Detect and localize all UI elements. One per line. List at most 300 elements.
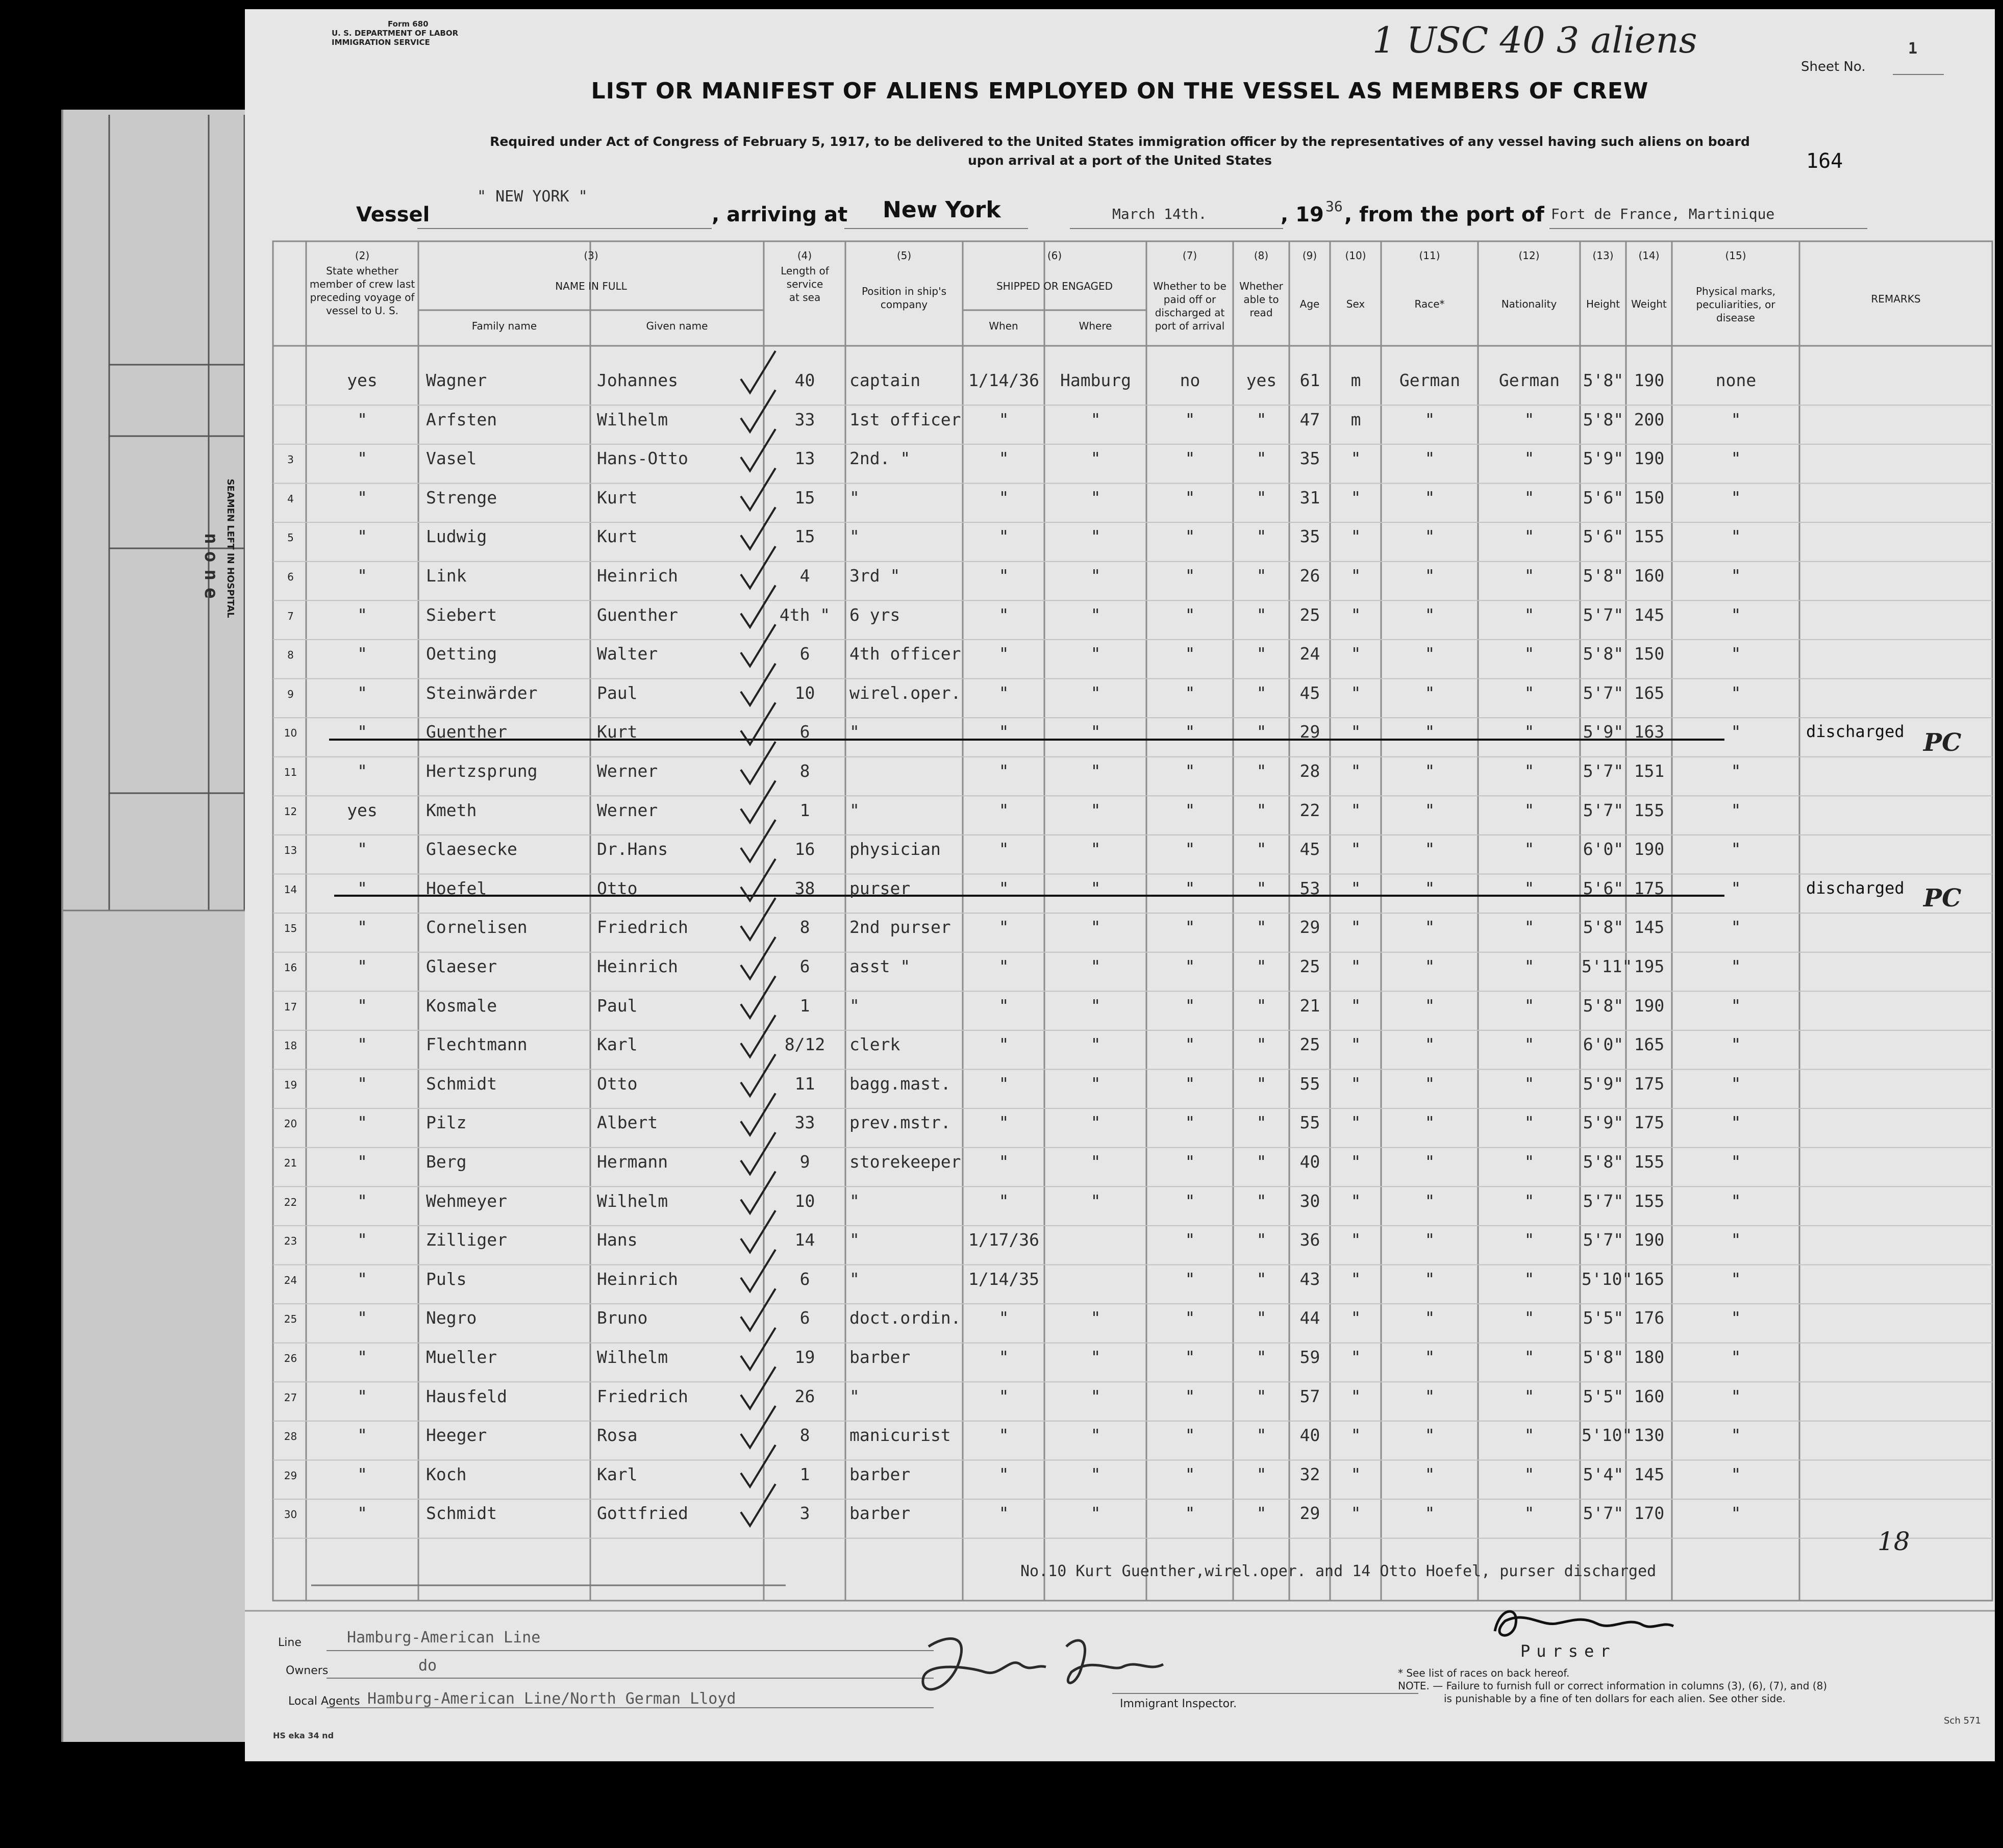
discharge-note: No.10 Kurt Guenther,wirel.oper. and 14 Otto Hoefel, purser discharged (1020, 1562, 1657, 1580)
col8-number: (8) (1254, 249, 1269, 262)
cell-n: 18 (284, 1040, 297, 1052)
cell-weight: 155 (1634, 800, 1665, 820)
cell-paid: " (1185, 1503, 1195, 1524)
cell-n: 8 (287, 649, 294, 662)
owners-label: Owners (286, 1664, 329, 1677)
col3-number: (3) (584, 249, 598, 262)
cell-when: " (998, 1112, 1009, 1133)
cell-height: 5'10" (1582, 1269, 1633, 1289)
cell-remarks: discharged (1806, 722, 1905, 742)
cell-read: " (1256, 995, 1267, 1016)
schedule-number: Sch 571 (1944, 1715, 1981, 1726)
cell-where: " (1090, 1152, 1101, 1172)
col8-header: Whether able to read (1239, 280, 1283, 319)
cell-given: Hans-Otto (597, 448, 688, 469)
cell-weight: 190 (1634, 839, 1665, 859)
cell-position: clerk (849, 1034, 900, 1055)
cell-read: " (1256, 1191, 1267, 1211)
cell-service: 13 (794, 448, 815, 469)
cell-weight: 163 (1634, 722, 1665, 742)
cell-nationality: " (1524, 566, 1535, 586)
cell-race: " (1424, 1269, 1435, 1289)
cell-service: 1 (799, 995, 810, 1016)
cell-marks: " (1731, 1464, 1741, 1484)
handwritten-note: 1 USC 40 3 aliens (1372, 19, 1697, 61)
cell-race: " (1424, 409, 1435, 429)
cell-given: Friedrich (597, 1386, 688, 1406)
cell-weight: 175 (1634, 1073, 1665, 1094)
cell-prev: " (357, 1425, 367, 1446)
cell-where: " (1090, 1034, 1101, 1055)
cell-weight: 155 (1634, 1152, 1665, 1172)
from-port-label: , from the port of (1344, 203, 1544, 226)
cell-when: " (998, 1425, 1009, 1446)
cell-when: " (998, 526, 1009, 547)
cell-sex: " (1350, 1425, 1361, 1446)
cell-height: 5'8" (1583, 1152, 1624, 1172)
cell-when: " (998, 1503, 1009, 1524)
cell-prev: " (357, 956, 367, 976)
cell-weight: 175 (1634, 878, 1665, 898)
cell-family: Guenther (426, 722, 507, 742)
cell-height: 5'7" (1583, 1191, 1624, 1211)
cell-age: 36 (1299, 1230, 1320, 1250)
cell-service: 11 (794, 1073, 815, 1094)
cell-when: 1/17/36 (968, 1230, 1040, 1250)
col9-number: (9) (1302, 249, 1317, 262)
col12-number: (12) (1518, 249, 1540, 262)
cell-paid: " (1185, 604, 1195, 625)
cell-sex: " (1350, 1308, 1361, 1328)
cell-age: 44 (1299, 1308, 1320, 1328)
cell-where: " (1090, 1073, 1101, 1094)
col6-when: When (989, 320, 1018, 332)
cell-read: " (1256, 1269, 1267, 1289)
subtitle-line-1: Required under Act of Congress of February 5, 1917, to be delivered to the United States immigration officer by the representatives of any vessel having such aliens on board (490, 134, 1750, 149)
cell-prev: " (357, 1191, 367, 1211)
cell-given: Rosa (597, 1425, 638, 1446)
cell-age: 59 (1299, 1347, 1320, 1367)
cell-height: 5'8" (1583, 409, 1624, 429)
cell-age: 40 (1299, 1152, 1320, 1172)
cell-race: " (1424, 761, 1435, 781)
cell-age: 35 (1299, 526, 1320, 547)
cell-where: " (1090, 761, 1101, 781)
cell-height: 5'8" (1583, 995, 1624, 1016)
cell-where: " (1090, 956, 1101, 976)
cell-read: " (1256, 487, 1267, 508)
cell-nationality: " (1524, 917, 1535, 938)
cell-read: " (1256, 409, 1267, 429)
cell-marks: " (1731, 604, 1741, 625)
cell-race: " (1424, 604, 1435, 625)
cell-marks: " (1731, 995, 1741, 1016)
cell-paid: " (1185, 1308, 1195, 1328)
cell-weight: 195 (1634, 956, 1665, 976)
sheet-label: Sheet No. (1801, 59, 1866, 74)
cell-given: Dr.Hans (597, 839, 668, 859)
cell-where: " (1090, 878, 1101, 898)
cell-position: barber (849, 1347, 911, 1367)
cell-marks: " (1731, 1308, 1741, 1328)
cell-height: 5'7" (1583, 761, 1624, 781)
cell-weight: 165 (1634, 1269, 1665, 1289)
cell-age: 55 (1299, 1073, 1320, 1094)
cell-family: Hoefel (426, 878, 487, 898)
cell-prev: " (357, 644, 367, 664)
cell-read: " (1256, 722, 1267, 742)
cell-nationality: " (1524, 1152, 1535, 1172)
cell-race: " (1424, 878, 1435, 898)
cell-where: " (1090, 1191, 1101, 1211)
cell-age: 31 (1299, 487, 1320, 508)
cell-prev: yes (347, 370, 378, 390)
cell-race: " (1424, 644, 1435, 664)
vessel-label: Vessel (356, 203, 430, 226)
cell-where: " (1090, 800, 1101, 820)
cell-marks: " (1731, 644, 1741, 664)
cell-where: " (1090, 487, 1101, 508)
arrival-date: March 14th. (1112, 206, 1207, 222)
cell-given: Friedrich (597, 917, 688, 938)
cell-service: 19 (794, 1347, 815, 1367)
cell-prev: " (357, 761, 367, 781)
col9-header: Age (1299, 298, 1320, 310)
cell-n: 11 (284, 766, 297, 778)
cell-where: " (1090, 1112, 1101, 1133)
cell-read: " (1256, 1073, 1267, 1094)
cell-prev: " (357, 878, 367, 898)
cell-when: " (998, 761, 1009, 781)
cell-when: " (998, 1073, 1009, 1094)
local-agents-value: Hamburg-American Line/North German Lloyd (367, 1690, 736, 1708)
cell-race: " (1424, 1464, 1435, 1484)
cell-paid: " (1185, 1230, 1195, 1250)
cell-height: 5'7" (1583, 682, 1624, 703)
cell-paid: " (1185, 409, 1195, 429)
cell-given: Wilhelm (597, 1191, 668, 1211)
cell-given: Werner (597, 761, 658, 781)
cell-race: " (1424, 566, 1435, 586)
cell-height: 5'8" (1583, 644, 1624, 664)
cell-weight: 190 (1634, 448, 1665, 469)
cell-position: wirel.oper. (849, 682, 961, 703)
cell-marks: " (1731, 1269, 1741, 1289)
cell-given: Walter (597, 644, 658, 664)
cell-nationality: " (1524, 682, 1535, 703)
cell-weight: 155 (1634, 526, 1665, 547)
owners-value: do (418, 1657, 437, 1675)
cell-paid: no (1180, 370, 1200, 390)
line-value: Hamburg-American Line (347, 1629, 541, 1647)
cell-when: " (998, 956, 1009, 976)
cell-paid: " (1185, 487, 1195, 508)
cell-position: 1st officer (849, 409, 961, 429)
cell-service: 10 (794, 1191, 815, 1211)
cell-position: " (849, 487, 860, 508)
cell-read: yes (1246, 370, 1277, 390)
cell-service: 8 (799, 917, 810, 938)
col5-header: Position in ship's company (861, 285, 947, 311)
cell-weight: 145 (1634, 1464, 1665, 1484)
cell-position: 4th officer (849, 644, 961, 664)
cell-marks: none (1715, 370, 1757, 390)
cell-marks: " (1731, 761, 1741, 781)
cell-position: 2nd purser (849, 917, 951, 938)
cell-prev: " (357, 1347, 367, 1367)
cell-family: Kosmale (426, 995, 497, 1016)
cell-when: " (998, 995, 1009, 1016)
col10-number: (10) (1345, 249, 1366, 262)
cell-position: 3rd " (849, 566, 900, 586)
cell-height: 5'5" (1583, 1386, 1624, 1406)
cell-race: " (1424, 1073, 1435, 1094)
cell-family: Strenge (426, 487, 497, 508)
race-note: * See list of races on back hereof. (1398, 1667, 1570, 1679)
cell-marks: " (1731, 800, 1741, 820)
cell-position: " (849, 526, 860, 547)
cell-weight: 170 (1634, 1503, 1665, 1524)
col5-number: (5) (896, 249, 912, 262)
cell-given: Kurt (597, 722, 638, 742)
cell-sex: " (1350, 487, 1361, 508)
cell-age: 29 (1299, 1503, 1320, 1524)
cell-family: Flechtmann (426, 1034, 528, 1055)
cell-n: 30 (284, 1508, 297, 1521)
cell-read: " (1256, 1230, 1267, 1250)
cell-family: Ludwig (426, 526, 487, 547)
cell-sex: " (1350, 604, 1361, 625)
cell-given: Werner (597, 800, 658, 820)
cell-nationality: " (1524, 956, 1535, 976)
cell-height: 5'9" (1583, 1073, 1624, 1094)
cell-service: 6 (799, 956, 810, 976)
cell-position: doct.ordin. (849, 1308, 961, 1328)
col7-header: Whether to be paid off or discharged at port of arrival (1153, 280, 1226, 332)
cell-nationality: " (1524, 604, 1535, 625)
cell-family: Hausfeld (426, 1386, 507, 1406)
cell-family: Wagner (426, 370, 487, 390)
cell-nationality: " (1524, 1191, 1535, 1211)
cell-n: 14 (284, 883, 297, 896)
cell-family: Link (426, 566, 467, 586)
cell-weight: 160 (1634, 566, 1665, 586)
cell-family: Heeger (426, 1425, 487, 1446)
cell-weight: 190 (1634, 1230, 1665, 1250)
penalty-note-1: NOTE. — Failure to furnish full or correct information in columns (3), (6), (7), and (8) (1398, 1680, 1827, 1692)
cell-position: bagg.mast. (849, 1073, 951, 1094)
cell-race: " (1424, 1503, 1435, 1524)
cell-where: " (1090, 682, 1101, 703)
cell-paid: " (1185, 878, 1195, 898)
arrival-year: 36 (1325, 198, 1343, 215)
cell-position: 2nd. " (849, 448, 911, 469)
cell-prev: " (357, 1152, 367, 1172)
col6-number: (6) (1047, 249, 1062, 262)
cell-where: " (1090, 409, 1101, 429)
cell-service: 10 (794, 682, 815, 703)
cell-service: 9 (799, 1152, 810, 1172)
cell-height: 6'0" (1583, 839, 1624, 859)
cell-service: 15 (794, 526, 815, 547)
cell-age: 55 (1299, 1112, 1320, 1133)
cell-n: 23 (284, 1235, 297, 1248)
cell-nationality: " (1524, 1112, 1535, 1133)
cell-height: 5'6" (1583, 878, 1624, 898)
cell-service: 16 (794, 839, 815, 859)
cell-where: " (1090, 1464, 1101, 1484)
cell-n: 15 (284, 922, 297, 935)
cell-service: 6 (799, 722, 810, 742)
cell-prev: " (357, 1112, 367, 1133)
cell-nationality: " (1524, 800, 1535, 820)
cell-weight: 150 (1634, 644, 1665, 664)
cell-position: barber (849, 1464, 911, 1484)
arriving-label: , arriving at (712, 203, 848, 226)
cell-sex: " (1350, 1503, 1361, 1524)
cell-marks: " (1731, 487, 1741, 508)
cell-service: 8 (799, 761, 810, 781)
cell-position: manicurist (849, 1425, 951, 1446)
cell-service: 6 (799, 1308, 810, 1328)
cell-family: Glaesecke (426, 839, 517, 859)
cell-when: " (998, 917, 1009, 938)
cell-where: " (1090, 644, 1101, 664)
col4-number: (4) (797, 249, 812, 262)
cell-prev: " (357, 1230, 367, 1250)
cell-when: " (998, 800, 1009, 820)
cell-service: 4 (799, 566, 810, 586)
cell-n: 13 (284, 844, 297, 857)
cell-height: 5'5" (1583, 1308, 1624, 1328)
cell-read: " (1256, 1308, 1267, 1328)
cell-paid: " (1185, 1464, 1195, 1484)
cell-family: Zilliger (426, 1230, 507, 1250)
cell-when: 1/14/35 (968, 1269, 1040, 1289)
cell-height: 5'7" (1583, 604, 1624, 625)
cell-sex: " (1350, 566, 1361, 586)
tally-mark: 18 (1877, 1527, 1910, 1556)
cell-paid: " (1185, 526, 1195, 547)
cell-race: " (1424, 1308, 1435, 1328)
col13-header: Height (1586, 298, 1620, 310)
cell-given: Paul (597, 995, 638, 1016)
cell-read: " (1256, 917, 1267, 938)
cell-race: " (1424, 917, 1435, 938)
cell-service: 1 (799, 1464, 810, 1484)
cell-paid: " (1185, 1386, 1195, 1406)
cell-age: 47 (1299, 409, 1320, 429)
cell-service: 1 (799, 800, 810, 820)
cell-position: " (849, 1269, 860, 1289)
cell-nationality: " (1524, 995, 1535, 1016)
cell-height: 5'9" (1583, 1112, 1624, 1133)
cell-paid: " (1185, 1425, 1195, 1446)
cell-n: 21 (284, 1157, 297, 1169)
cell-race: " (1424, 1152, 1435, 1172)
cell-family: Negro (426, 1308, 477, 1328)
cell-position: prev.mstr. (849, 1112, 951, 1133)
cell-family: Oetting (426, 644, 497, 664)
cell-read: " (1256, 448, 1267, 469)
purser-label: Purser (1520, 1641, 1616, 1661)
cell-height: 5'8" (1583, 566, 1624, 586)
cell-age: 40 (1299, 1425, 1320, 1446)
cell-when: " (998, 1034, 1009, 1055)
cell-age: 28 (1299, 761, 1320, 781)
cell-nationality: " (1524, 448, 1535, 469)
cell-race: " (1424, 722, 1435, 742)
cell-when: " (998, 1464, 1009, 1484)
col14-number: (14) (1638, 249, 1660, 262)
col4-header: Length of service at sea (781, 265, 829, 303)
cell-marks: " (1731, 409, 1741, 429)
remarks-initials-14: PC (1923, 884, 1962, 913)
cell-when: " (998, 1386, 1009, 1406)
cell-position: captain (849, 370, 921, 390)
col2-header: State whether member of crew last preceding voyage of vessel to U. S. (309, 265, 415, 317)
cell-age: 30 (1299, 1191, 1320, 1211)
cell-when: " (998, 682, 1009, 703)
cell-where: " (1090, 917, 1101, 938)
cell-prev: " (357, 1269, 367, 1289)
cell-when: " (998, 878, 1009, 898)
cell-service: 8 (799, 1425, 810, 1446)
cell-marks: " (1731, 526, 1741, 547)
cell-race: German (1399, 370, 1461, 390)
cell-position: asst " (849, 956, 911, 976)
cell-when: " (998, 722, 1009, 742)
cell-height: 5'9" (1583, 722, 1624, 742)
sheet-number: 1 (1908, 40, 1918, 58)
col14-header: Weight (1631, 298, 1667, 310)
cell-prev: " (357, 1464, 367, 1484)
cell-read: " (1256, 1347, 1267, 1367)
cell-where: Hamburg (1060, 370, 1132, 390)
cell-given: Heinrich (597, 566, 678, 586)
cell-read: " (1256, 800, 1267, 820)
cell-position: " (849, 800, 860, 820)
cell-prev: " (357, 604, 367, 625)
cell-where: " (1090, 1503, 1101, 1524)
col2-number: (2) (355, 249, 370, 262)
cell-age: 53 (1299, 878, 1320, 898)
cell-paid: " (1185, 448, 1195, 469)
cell-weight: 150 (1634, 487, 1665, 508)
cell-nationality: " (1524, 409, 1535, 429)
cell-age: 22 (1299, 800, 1320, 820)
cell-prev: " (357, 995, 367, 1016)
col6-header: SHIPPED OR ENGAGED (996, 280, 1113, 292)
cell-sex: " (1350, 644, 1361, 664)
cell-sex: " (1350, 1386, 1361, 1406)
cell-read: " (1256, 1152, 1267, 1172)
cell-paid: " (1185, 1073, 1195, 1094)
cell-position: barber (849, 1503, 911, 1524)
cell-marks: " (1731, 1112, 1741, 1133)
cell-service: 4th " (779, 604, 831, 625)
cell-marks: " (1731, 566, 1741, 586)
cell-n: 17 (284, 1000, 297, 1013)
cell-marks: " (1731, 956, 1741, 976)
cell-height: 5'10" (1582, 1425, 1633, 1446)
cell-age: 43 (1299, 1269, 1320, 1289)
cell-family: Arfsten (426, 409, 497, 429)
cell-race: " (1424, 956, 1435, 976)
cell-family: Cornelisen (426, 917, 528, 938)
cell-paid: " (1185, 1191, 1195, 1211)
cell-position: " (849, 995, 860, 1016)
